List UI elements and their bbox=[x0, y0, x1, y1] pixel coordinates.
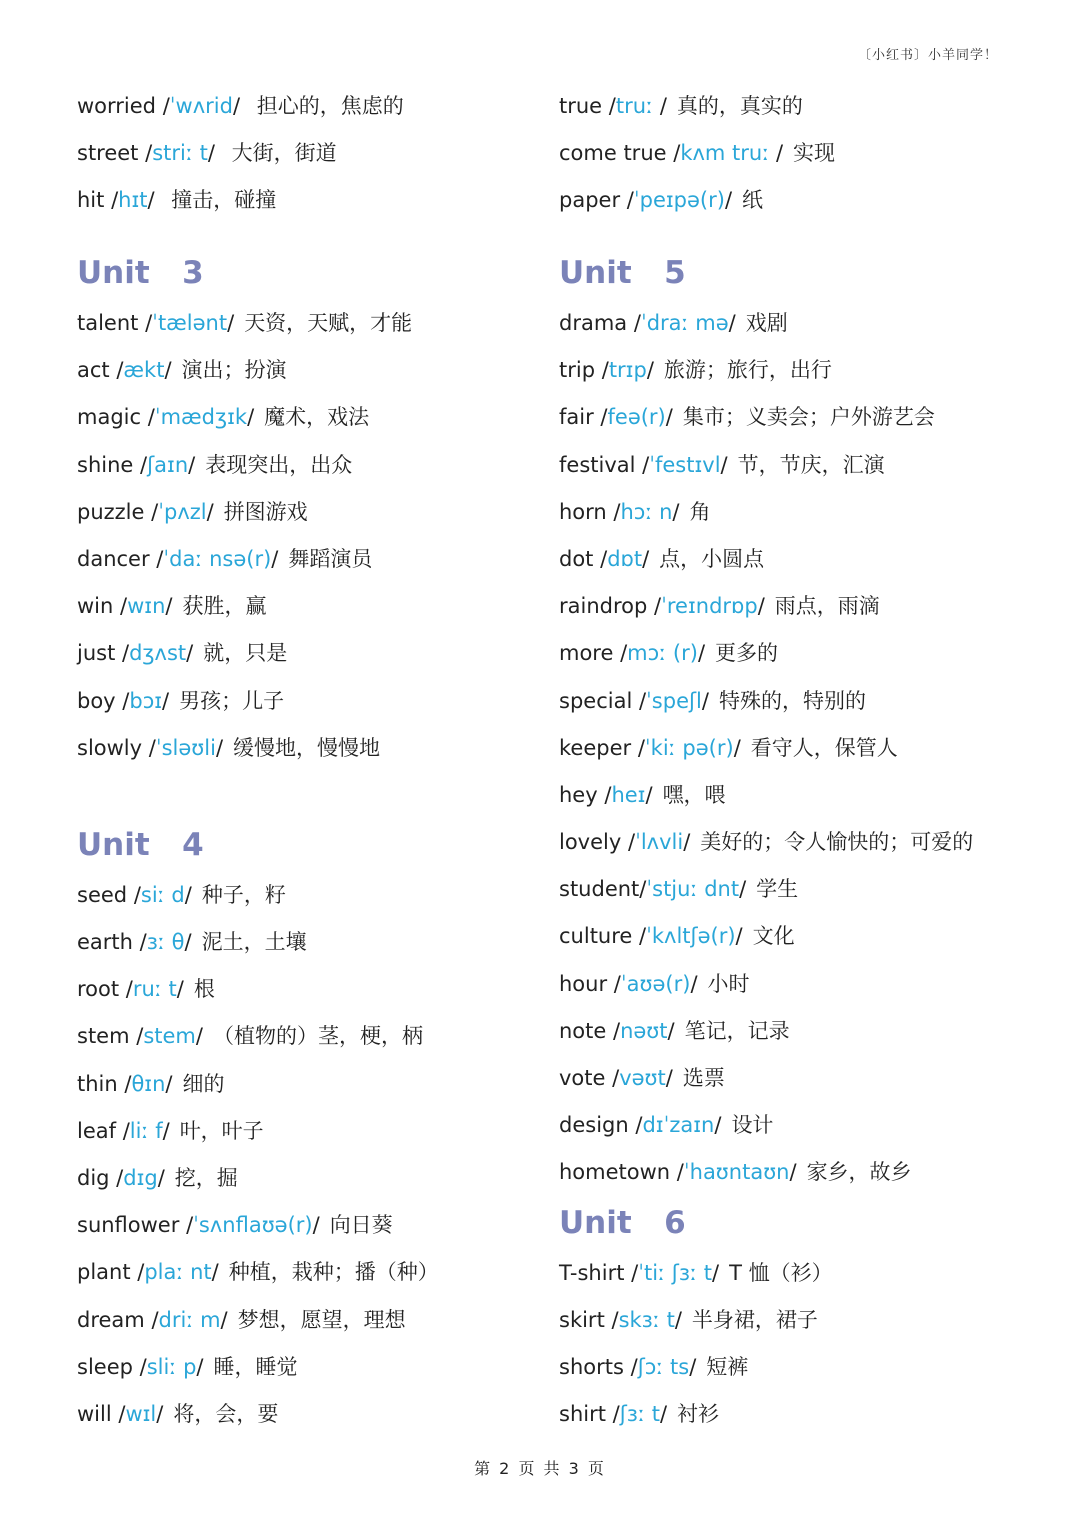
vocab-entry: paper /ˈpeɪpə(r)/ 纸 bbox=[559, 188, 764, 213]
vocab-entry: just /dʒʌst/ 就，只是 bbox=[77, 641, 288, 666]
word: win bbox=[77, 594, 114, 619]
word: root bbox=[77, 977, 126, 1002]
vocab-entry: seed /siː d/ 种子，籽 bbox=[77, 882, 286, 907]
word: drama bbox=[559, 311, 628, 335]
phonetic: liː f bbox=[129, 1118, 163, 1143]
meaning: 天资，天赋，才能 bbox=[244, 311, 413, 335]
meaning: 纸 bbox=[742, 188, 764, 213]
vocab-entry: hit /hɪt/ 撞击，碰撞 bbox=[77, 188, 277, 213]
meaning: 缓慢地，慢慢地 bbox=[233, 735, 381, 760]
unit-3-list bbox=[77, 300, 547, 772]
phonetic: wɪn bbox=[127, 594, 166, 619]
word: talent bbox=[77, 311, 139, 335]
meaning: 旅游；旅行，出行 bbox=[663, 358, 832, 383]
meaning: 嘿，喂 bbox=[662, 782, 726, 807]
word: student bbox=[559, 877, 640, 902]
phonetic: θɪn bbox=[131, 1071, 166, 1096]
word: special bbox=[559, 688, 639, 713]
word: vote bbox=[559, 1066, 606, 1090]
word: sunflower bbox=[77, 1213, 180, 1238]
phonetic: ˈstjuː dnt bbox=[646, 877, 740, 902]
meaning: 男孩；儿子 bbox=[179, 688, 285, 713]
vocab-entry: win /wɪn/ 获胜，赢 bbox=[77, 594, 267, 619]
word: thin bbox=[77, 1071, 118, 1096]
word: fair bbox=[559, 405, 594, 430]
left-top-block bbox=[77, 83, 547, 247]
phonetic: ˈwʌrid bbox=[169, 94, 233, 118]
vocab-entry: dancer /ˈdaː nsə(r)/ 舞蹈演员 bbox=[77, 546, 373, 571]
word: dancer bbox=[77, 546, 150, 571]
meaning: 就，只是 bbox=[203, 641, 288, 666]
unit-6-list bbox=[559, 1250, 1029, 1439]
phonetic: dɒt bbox=[607, 546, 643, 571]
vocab-entry: sunflower /ˈsʌnflaʊə(r)/ 向日葵 bbox=[77, 1213, 393, 1238]
meaning: 集市；义卖会；户外游艺会 bbox=[682, 405, 935, 430]
meaning: 魔术，戏法 bbox=[264, 405, 370, 430]
word: sleep bbox=[77, 1354, 133, 1379]
phonetic: ˈsʌnflaʊə(r) bbox=[193, 1213, 313, 1238]
meaning: 获胜，赢 bbox=[182, 594, 267, 619]
vocab-entry: leaf /liː f/ 叶，叶子 bbox=[77, 1118, 264, 1143]
right-top-block bbox=[559, 83, 1029, 247]
meaning: 大街，街道 bbox=[231, 141, 337, 166]
meaning: 笔记，记录 bbox=[684, 1018, 790, 1043]
phonetic: ækt bbox=[123, 358, 165, 383]
word: hey bbox=[559, 782, 598, 807]
meaning: 梦想，愿望，理想 bbox=[237, 1307, 406, 1332]
meaning: 叶，叶子 bbox=[179, 1118, 264, 1143]
meaning: （植物的）茎，梗，柄 bbox=[212, 1024, 423, 1049]
vocab-entry: hometown /ˈhaʊntaʊn/ 家乡，故乡 bbox=[559, 1160, 912, 1185]
phonetic: ˈaʊə(r) bbox=[620, 971, 691, 996]
meaning: 睡，睡觉 bbox=[213, 1354, 298, 1379]
phonetic: ˈhaʊntaʊn bbox=[683, 1160, 790, 1185]
phonetic: dɪg bbox=[123, 1166, 158, 1190]
word: culture bbox=[559, 924, 633, 949]
watermark: 〔小红书〕小羊同学！ bbox=[857, 48, 998, 63]
meaning: 文化 bbox=[752, 924, 795, 949]
phonetic: vəʊt bbox=[619, 1066, 666, 1090]
word: just bbox=[77, 641, 116, 666]
vocab-entry: dot /dɒt/ 点，小圆点 bbox=[559, 546, 765, 571]
vocab-entry: slowly /ˈsləʊli/ 缓慢地，慢慢地 bbox=[77, 735, 381, 760]
vocab-entry: shirt /ʃɜː t/ 衬衫 bbox=[559, 1402, 720, 1427]
word: come true bbox=[559, 141, 667, 166]
vocab-entry: plant /plaː nt/ 种植，栽种；播（种） bbox=[77, 1260, 439, 1285]
vocab-entry: shine /ʃaɪn/ 表现突出，出众 bbox=[77, 452, 353, 477]
word: stem bbox=[77, 1024, 130, 1049]
left-column bbox=[77, 83, 547, 1438]
meaning: 半身裙，裙子 bbox=[691, 1307, 818, 1332]
word: trip bbox=[559, 358, 596, 383]
vocab-entry: raindrop /ˈreɪndrɒp/ 雨点，雨滴 bbox=[559, 594, 880, 619]
vocab-entry: shorts /ʃɔː ts/ 短裤 bbox=[559, 1354, 749, 1379]
meaning: 向日葵 bbox=[329, 1213, 393, 1238]
meaning: 真的，真实的 bbox=[676, 94, 803, 118]
phonetic: ʃɔː ts bbox=[637, 1354, 690, 1379]
meaning: 小时 bbox=[707, 971, 750, 996]
phonetic: dʒʌst bbox=[129, 641, 187, 666]
word: puzzle bbox=[77, 499, 145, 524]
vocab-entry: will /wɪl/ 将，会，要 bbox=[77, 1401, 279, 1426]
meaning: 根 bbox=[193, 977, 215, 1002]
meaning: 舞蹈演员 bbox=[288, 546, 373, 571]
meaning: 选票 bbox=[682, 1066, 725, 1090]
word: raindrop bbox=[559, 594, 648, 619]
word: more bbox=[559, 641, 614, 666]
word: hometown bbox=[559, 1160, 677, 1185]
vocab-entry: skirt /skɜː t/ 半身裙，裙子 bbox=[559, 1307, 818, 1332]
vocab-entry: dig /dɪg/ 挖，掘 bbox=[77, 1166, 238, 1190]
meaning: 泥土，土壤 bbox=[201, 930, 307, 955]
vocab-entry: talent /ˈtælənt/ 天资，天赋，才能 bbox=[77, 311, 413, 335]
word: paper bbox=[559, 188, 621, 213]
word: true bbox=[559, 94, 603, 118]
vocab-entry: trip /trɪp/ 旅游；旅行，出行 bbox=[559, 358, 832, 383]
unit-4-title: Unit 4 bbox=[77, 826, 204, 863]
phonetic: sliː p bbox=[146, 1354, 197, 1379]
vocab-entry: true /truː / 真的，真实的 bbox=[559, 94, 803, 118]
meaning: 拼图游戏 bbox=[223, 499, 308, 524]
meaning: 设计 bbox=[731, 1113, 774, 1138]
vocab-entry: festival /ˈfestɪvl/ 节，节庆，汇演 bbox=[559, 452, 885, 477]
word: T-shirt bbox=[559, 1260, 625, 1285]
word: act bbox=[77, 358, 110, 383]
phonetic: feə(r) bbox=[607, 405, 666, 430]
phonetic: stem bbox=[143, 1024, 196, 1049]
meaning: 担心的，焦虑的 bbox=[256, 94, 404, 118]
phonetic: ˈfestɪvl bbox=[649, 452, 721, 477]
phonetic: dɪˈzaɪn bbox=[642, 1113, 715, 1138]
vocab-entry: special /ˈspeʃl/ 特殊的，特别的 bbox=[559, 688, 866, 713]
meaning: 演出；扮演 bbox=[181, 358, 287, 383]
meaning: 种植，栽种；播（种） bbox=[228, 1260, 439, 1285]
word: design bbox=[559, 1113, 629, 1138]
vocab-entry: earth /ɜː θ/ 泥土，土壤 bbox=[77, 930, 307, 955]
vocab-entry: keeper /ˈkiː pə(r)/ 看守人，保管人 bbox=[559, 735, 898, 760]
vocab-entry: dream /driː m/ 梦想，愿望，理想 bbox=[77, 1307, 406, 1332]
phonetic: kʌm truː bbox=[680, 141, 776, 166]
word: boy bbox=[77, 688, 116, 713]
phonetic: ʃɜː t bbox=[619, 1402, 660, 1427]
meaning: 角 bbox=[689, 499, 711, 524]
meaning: 更多的 bbox=[715, 641, 779, 666]
meaning: 戏剧 bbox=[745, 311, 788, 335]
word: horn bbox=[559, 499, 607, 524]
phonetic: heɪ bbox=[611, 782, 646, 807]
word: keeper bbox=[559, 735, 638, 760]
word: will bbox=[77, 1401, 112, 1426]
word: shorts bbox=[559, 1354, 624, 1379]
word: leaf bbox=[77, 1118, 117, 1143]
vocab-entry: worried /ˈwʌrid/ 担心的，焦虑的 bbox=[77, 94, 404, 118]
phonetic: plaː nt bbox=[144, 1260, 212, 1285]
word: plant bbox=[77, 1260, 131, 1285]
meaning: 实现 bbox=[793, 141, 836, 166]
vocab-entry: culture /ˈkʌltʃə(r)/ 文化 bbox=[559, 924, 795, 949]
word: dot bbox=[559, 546, 594, 571]
word: worried bbox=[77, 94, 157, 118]
word: shine bbox=[77, 452, 134, 477]
phonetic: ˈmædʒɪk bbox=[154, 405, 248, 430]
phonetic: truː bbox=[615, 94, 660, 118]
phonetic: siː d bbox=[140, 882, 185, 907]
phonetic: hɪt bbox=[118, 188, 148, 213]
phonetic: ˈdraː mə bbox=[640, 311, 729, 335]
phonetic: wɪl bbox=[125, 1401, 157, 1426]
unit-3-title: Unit 3 bbox=[77, 255, 204, 291]
word: hour bbox=[559, 971, 608, 996]
phonetic: ˈsləʊli bbox=[155, 735, 216, 760]
phonetic: ʃaɪn bbox=[147, 452, 189, 477]
word: festival bbox=[559, 452, 636, 477]
vocab-entry: root /ruː t/ 根 bbox=[77, 977, 215, 1002]
meaning: 学生 bbox=[756, 877, 799, 902]
vocab-entry: note /nəʊt/ 笔记，记录 bbox=[559, 1018, 790, 1043]
meaning: 种子，籽 bbox=[201, 882, 286, 907]
word: skirt bbox=[559, 1307, 605, 1332]
phonetic: mɔː (r) bbox=[627, 641, 698, 666]
phonetic: ˈkʌltʃə(r) bbox=[646, 924, 736, 949]
vocab-entry: sleep /sliː p/ 睡，睡觉 bbox=[77, 1354, 298, 1379]
phonetic: bɔɪ bbox=[129, 688, 163, 713]
vocab-entry: hey /heɪ/ 嘿，喂 bbox=[559, 782, 726, 807]
meaning: 撞击，碰撞 bbox=[171, 188, 277, 213]
meaning: 看守人，保管人 bbox=[750, 735, 898, 760]
vocab-entry: boy /bɔɪ/ 男孩；儿子 bbox=[77, 688, 285, 713]
vocab-entry: act /ækt/ 演出；扮演 bbox=[77, 358, 287, 383]
phonetic: ˈdaː nsə(r) bbox=[163, 546, 272, 571]
meaning: 细的 bbox=[182, 1071, 225, 1096]
phonetic: nəʊt bbox=[620, 1018, 668, 1043]
word: magic bbox=[77, 405, 142, 430]
meaning: 短裤 bbox=[706, 1354, 749, 1379]
meaning: T 恤（衫） bbox=[729, 1260, 833, 1285]
word: street bbox=[77, 141, 139, 166]
phonetic: ˈlʌvli bbox=[635, 830, 684, 855]
meaning: 挖，掘 bbox=[174, 1166, 238, 1190]
meaning: 衬衫 bbox=[677, 1402, 720, 1427]
right-column bbox=[559, 83, 1029, 1438]
phonetic: ˈpʌzl bbox=[158, 499, 207, 524]
word: earth bbox=[77, 930, 133, 955]
phonetic: ruː t bbox=[132, 977, 177, 1002]
unit-4-list bbox=[77, 872, 547, 1438]
phonetic: ˈkiː pə(r) bbox=[644, 735, 734, 760]
vocab-entry: fair /feə(r)/ 集市；义卖会；户外游艺会 bbox=[559, 405, 935, 430]
vocab-entry: drama /ˈdraː mə/ 戏剧 bbox=[559, 311, 788, 335]
vocab-entry: magic /ˈmædʒɪk/ 魔术，戏法 bbox=[77, 405, 370, 430]
vocab-entry: puzzle /ˈpʌzl/ 拼图游戏 bbox=[77, 499, 308, 524]
phonetic: striː t bbox=[152, 141, 208, 166]
unit-5-title: Unit 5 bbox=[559, 255, 686, 291]
vocab-entry: hour /ˈaʊə(r)/ 小时 bbox=[559, 971, 750, 996]
word: lovely bbox=[559, 830, 622, 855]
vocab-entry: student/ˈstjuː dnt/ 学生 bbox=[559, 877, 799, 902]
page-footer: 第 2 页 共 3 页 bbox=[474, 1459, 606, 1478]
meaning: 特殊的，特别的 bbox=[718, 688, 866, 713]
word: slowly bbox=[77, 735, 143, 760]
vocab-entry: horn /hɔː n/ 角 bbox=[559, 499, 711, 524]
meaning: 美好的；令人愉快的；可爱的 bbox=[700, 830, 974, 855]
unit-6-title: Unit 6 bbox=[559, 1204, 686, 1241]
phonetic: trɪp bbox=[608, 358, 647, 383]
phonetic: hɔː n bbox=[620, 499, 673, 524]
word: dig bbox=[77, 1166, 117, 1190]
phonetic: driː m bbox=[158, 1307, 221, 1332]
vocab-entry: vote /vəʊt/ 选票 bbox=[559, 1066, 725, 1090]
vocab-entry: design /dɪˈzaɪn/ 设计 bbox=[559, 1113, 774, 1138]
meaning: 家乡，故乡 bbox=[806, 1160, 912, 1185]
meaning: 节，节庆，汇演 bbox=[737, 452, 885, 477]
meaning: 点，小圆点 bbox=[659, 546, 765, 571]
phonetic: ˈreɪndrɒp bbox=[661, 594, 758, 619]
word: dream bbox=[77, 1307, 145, 1332]
word: seed bbox=[77, 882, 128, 907]
word: hit bbox=[77, 188, 105, 213]
vocab-entry: thin /θɪn/ 细的 bbox=[77, 1071, 225, 1096]
meaning: 将，会，要 bbox=[173, 1401, 279, 1426]
phonetic: ˈtælənt bbox=[152, 311, 228, 335]
word: note bbox=[559, 1018, 607, 1043]
phonetic: ɜː θ bbox=[146, 930, 185, 955]
vocab-entry: T-shirt /ˈtiː ʃɜː t/ T 恤（衫） bbox=[559, 1260, 833, 1285]
unit-5-list bbox=[559, 300, 1029, 1197]
phonetic: ˈtiː ʃɜː t bbox=[638, 1260, 713, 1285]
phonetic: ˈspeʃl bbox=[646, 688, 702, 713]
word: shirt bbox=[559, 1402, 606, 1427]
vocab-entry: stem /stem/ （植物的）茎，梗，柄 bbox=[77, 1024, 423, 1049]
vocab-entry: lovely /ˈlʌvli/ 美好的；令人愉快的；可爱的 bbox=[559, 830, 974, 855]
phonetic: skɜː t bbox=[618, 1307, 675, 1332]
vocab-entry: come true /kʌm truː / 实现 bbox=[559, 141, 836, 166]
meaning: 雨点，雨滴 bbox=[774, 594, 880, 619]
vocab-entry: street /striː t/ 大街，街道 bbox=[77, 141, 337, 166]
phonetic: ˈpeɪpə(r) bbox=[633, 188, 725, 213]
vocab-entry: more /mɔː (r)/ 更多的 bbox=[559, 641, 779, 666]
meaning: 表现突出，出众 bbox=[205, 452, 353, 477]
